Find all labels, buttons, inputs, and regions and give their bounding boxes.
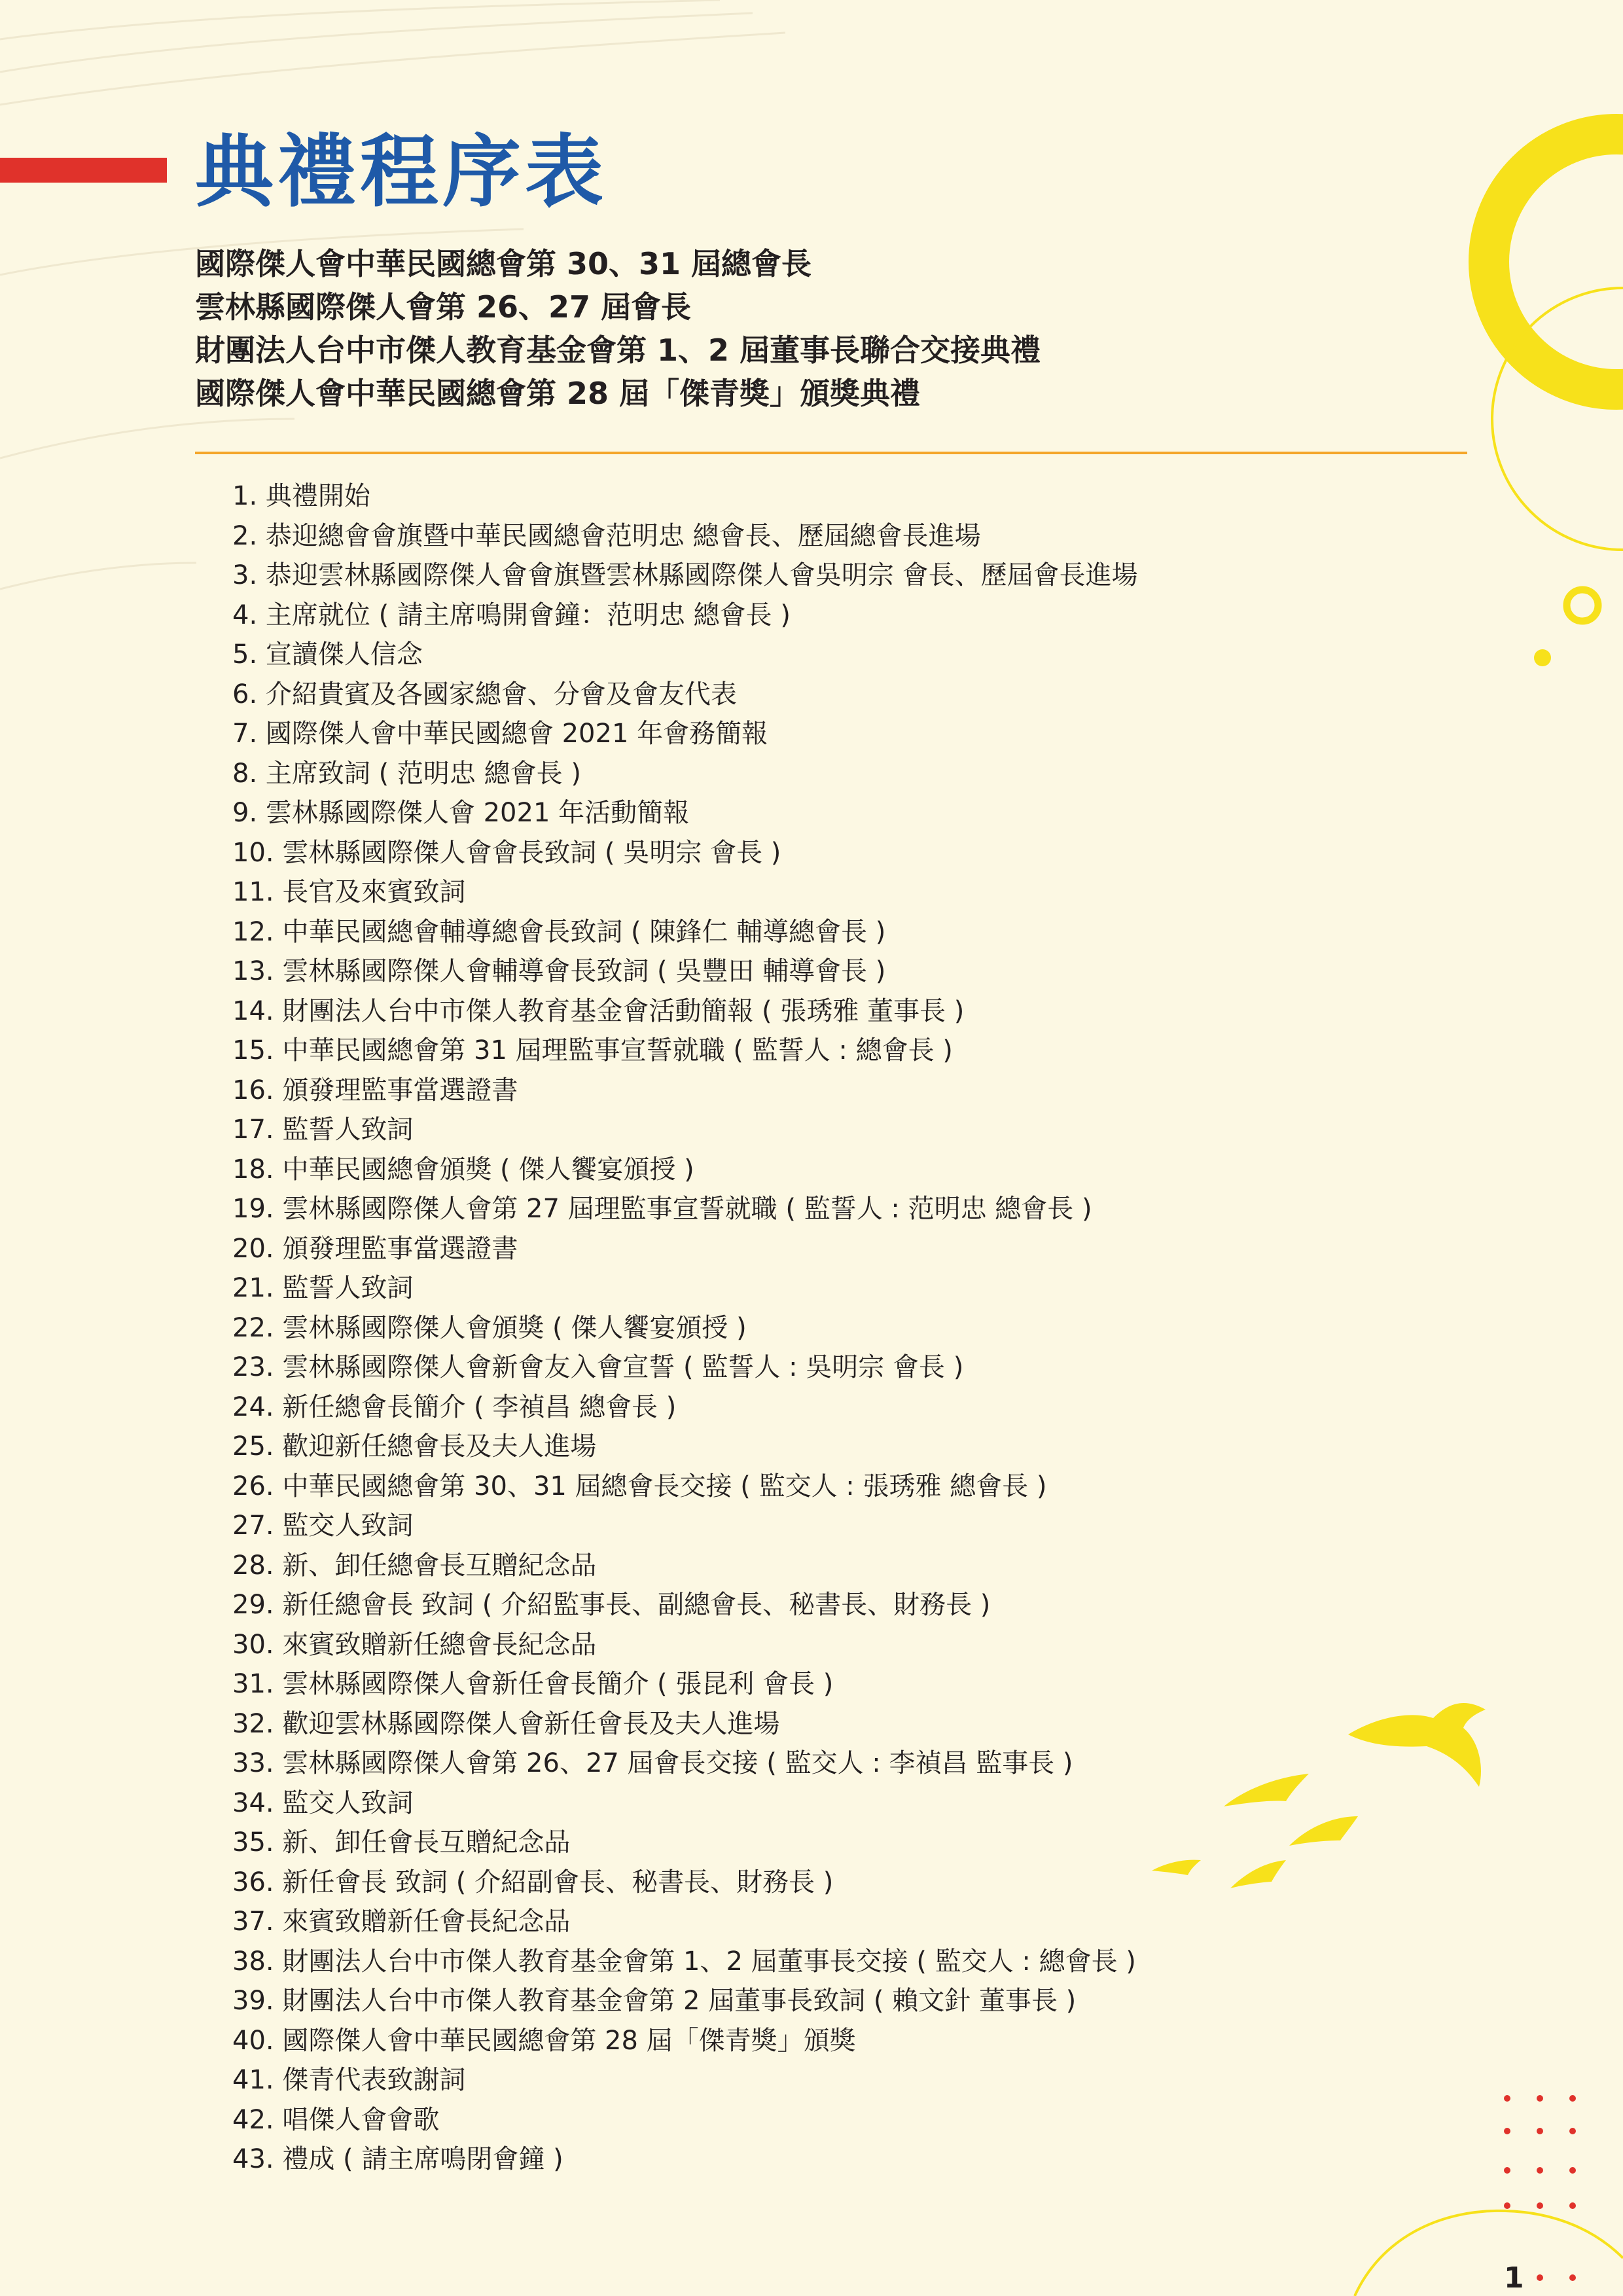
divider-rule: [195, 452, 1467, 454]
program-item: 23. 雲林縣國際傑人會新會友入會宣誓 ( 監誓人 : 吳明宗 會長 ): [232, 1352, 964, 1382]
program-item: 1. 典禮開始: [232, 481, 370, 511]
program-item: 13. 雲林縣國際傑人會輔導會長致詞 ( 吳豐田 輔導會長 ): [232, 956, 886, 986]
program-item: 2. 恭迎總會會旗暨中華民國總會范明忠 總會長、歷屆總會長進場: [232, 520, 981, 551]
program-item: 35. 新、卸任會長互贈紀念品: [232, 1827, 571, 1857]
program-item: 8. 主席致詞 ( 范明忠 總會長 ): [232, 758, 581, 789]
yellow-arc-bottom: [1355, 2211, 1623, 2296]
program-item: 28. 新、卸任總會長互贈紀念品: [232, 1550, 597, 1581]
program-item: 42. 唱傑人會會歌: [232, 2104, 440, 2135]
program-item: 29. 新任總會長 致詞 ( 介紹監事長、副總會長、秘書長、財務長 ): [232, 1590, 991, 1620]
program-item: 9. 雲林縣國際傑人會 2021 年活動簡報: [232, 798, 690, 828]
program-item: 14. 財團法人台中市傑人教育基金會活動簡報 ( 張琇雅 董事長 ): [232, 996, 965, 1026]
program-item: 43. 禮成 ( 請主席鳴閉會鐘 ): [232, 2144, 563, 2174]
program-item: 15. 中華民國總會第 31 屆理監事宣誓就職 ( 監誓人 : 總會長 ): [232, 1035, 953, 1066]
program-item: 24. 新任總會長簡介 ( 李禎昌 總會長 ): [232, 1391, 677, 1422]
small-ring: [1567, 590, 1598, 621]
program-item: 33. 雲林縣國際傑人會第 26、27 屆會長交接 ( 監交人 : 李禎昌 監事長 ): [232, 1748, 1073, 1778]
program-item: 27. 監交人致詞: [232, 1511, 414, 1541]
program-item: 38. 財團法人台中市傑人教育基金會第 1、2 屆董事長交接 ( 監交人 : 總會長 ): [232, 1946, 1136, 1977]
program-item: 17. 監誓人致詞: [232, 1115, 414, 1145]
subtitle-line: 雲林縣國際傑人會第 26、27 屆會長: [195, 289, 692, 325]
program-item: 20. 頒發理監事當選證書: [232, 1233, 518, 1264]
program-item: 21. 監誓人致詞: [232, 1273, 414, 1303]
birds-decoration: [1152, 1703, 1486, 1888]
program-item: 16. 頒發理監事當選證書: [232, 1075, 518, 1105]
program-item: 36. 新任會長 致詞 ( 介紹副會長、秘書長、財務長 ): [232, 1867, 834, 1897]
program-item: 31. 雲林縣國際傑人會新任會長簡介 ( 張昆利 會長 ): [232, 1669, 834, 1699]
program-item: 5. 宣讀傑人信念: [232, 639, 423, 670]
program-item: 34. 監交人致詞: [232, 1787, 414, 1818]
program-item: 11. 長官及來賓致詞: [232, 877, 466, 907]
program-item: 12. 中華民國總會輔導總會長致詞 ( 陳鋒仁 輔導總會長 ): [232, 916, 886, 947]
program-item: 22. 雲林縣國際傑人會頒獎 ( 傑人饗宴頒授 ): [232, 1312, 747, 1343]
program-item: 3. 恭迎雲林縣國際傑人會會旗暨雲林縣國際傑人會吳明宗 會長、歷屆會長進場: [232, 560, 1138, 590]
program-item: 19. 雲林縣國際傑人會第 27 屆理監事宣誓就職 ( 監誓人 : 范明忠 總會長 ): [232, 1194, 1092, 1224]
program-item: 40. 國際傑人會中華民國總會第 28 屆「傑青獎」頒獎: [232, 2025, 856, 2056]
page-title: 典禮程序表: [195, 126, 607, 218]
yellow-ring-large: [1489, 134, 1623, 389]
subtitle-line: 國際傑人會中華民國總會第 28 屆「傑青獎」頒獎典禮: [195, 376, 921, 411]
program-item: 6. 介紹貴賓及各國家總會、分會及會友代表: [232, 679, 737, 709]
program-item: 26. 中華民國總會第 30、31 屆總會長交接 ( 監交人 : 張琇雅 總會長 ): [232, 1471, 1047, 1501]
red-accent-bar: [0, 158, 167, 183]
program-item: 41. 傑青代表致謝詞: [232, 2065, 466, 2095]
ceremony-subtitles: [195, 242, 1041, 415]
program-item: 7. 國際傑人會中華民國總會 2021 年會務簡報: [232, 719, 768, 749]
program-item: 39. 財團法人台中市傑人教育基金會第 2 屆董事長致詞 ( 賴文針 董事長 ): [232, 1986, 1077, 2016]
program-item: 37. 來賓致贈新任會長紀念品: [232, 1907, 571, 1937]
small-dot: [1534, 649, 1551, 666]
subtitle-line: 國際傑人會中華民國總會第 30、31 屆總會長: [195, 246, 812, 281]
program-item: 10. 雲林縣國際傑人會會長致詞 ( 吳明宗 會長 ): [232, 837, 781, 868]
program-item: 32. 歡迎雲林縣國際傑人會新任會長及夫人進場: [232, 1708, 780, 1739]
program-item: 4. 主席就位 ( 請主席鳴開會鐘：范明忠 總會長 ): [232, 600, 791, 630]
program-item: 18. 中華民國總會頒獎 ( 傑人饗宴頒授 ): [232, 1154, 694, 1185]
page-number: 1: [1504, 2261, 1524, 2295]
program-list: [232, 476, 1138, 2179]
program-item: 30. 來賓致贈新任總會長紀念品: [232, 1629, 597, 1660]
subtitle-line: 財團法人台中市傑人教育基金會第 1、2 屆董事長聯合交接典禮: [195, 332, 1041, 368]
dot-grid: [1504, 2095, 1576, 2281]
program-item: 25. 歡迎新任總會長及夫人進場: [232, 1431, 597, 1462]
